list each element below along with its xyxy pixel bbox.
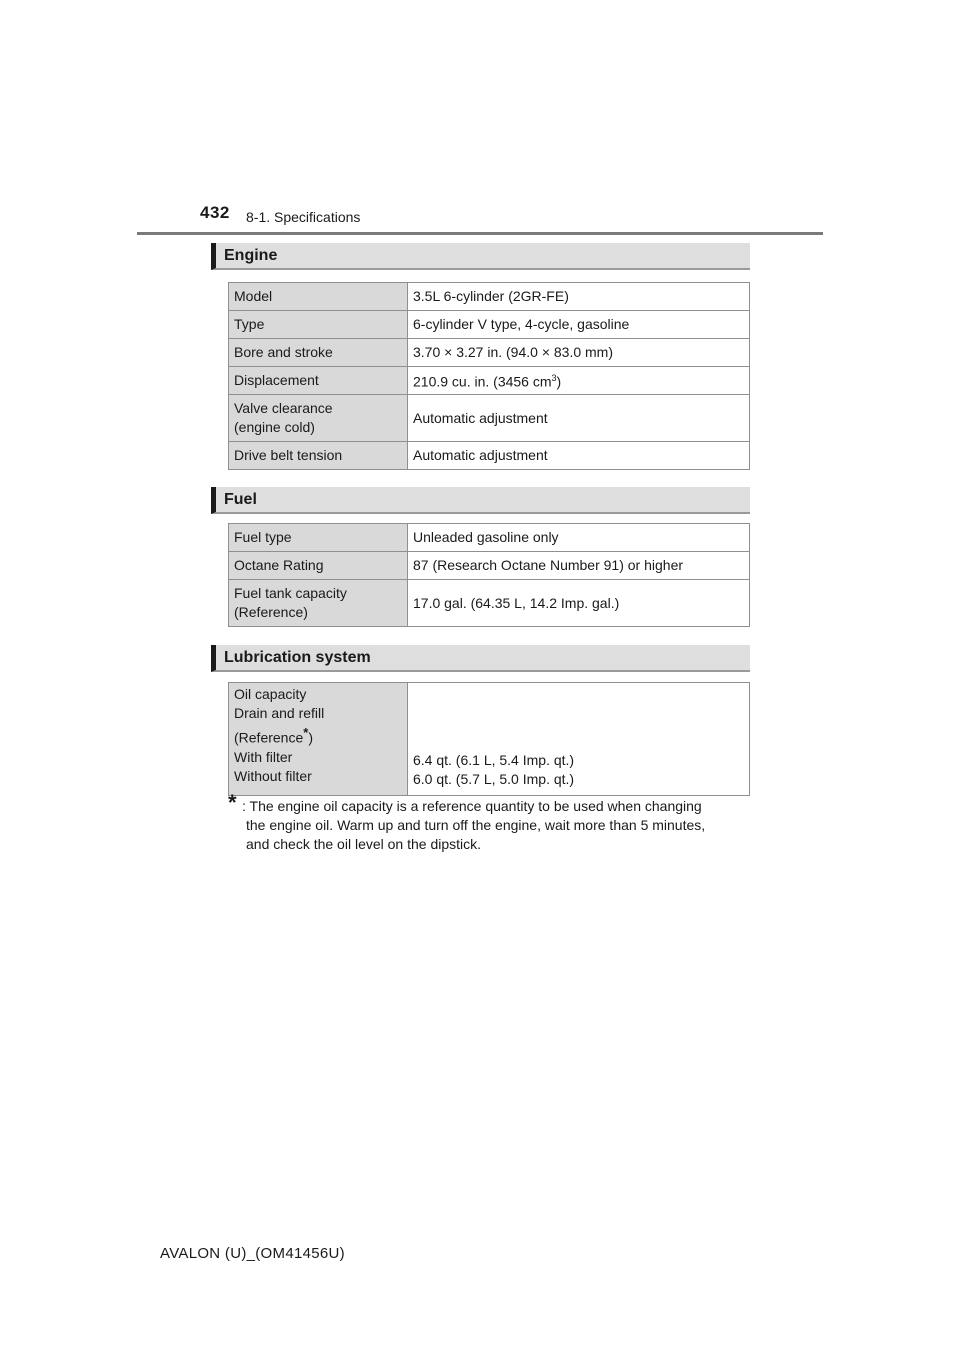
label-line: Oil capacity bbox=[234, 686, 307, 702]
cubic-superscript: 3 bbox=[551, 373, 557, 384]
spec-label: Octane Rating bbox=[229, 552, 408, 580]
spec-label: Type bbox=[229, 311, 408, 339]
footnote-asterisk: * bbox=[228, 790, 237, 815]
table-row bbox=[229, 442, 750, 470]
table-row bbox=[229, 283, 750, 311]
footnote-line: : The engine oil capacity is a reference quantity to be used when changing bbox=[242, 798, 702, 814]
footnote-line: and check the oil level on the dipstick. bbox=[246, 836, 482, 852]
lubrication-heading: Lubrication system bbox=[211, 645, 750, 672]
label-line: Valve clearance bbox=[234, 400, 333, 416]
value-line: 6.0 qt. (5.7 L, 5.0 Imp. qt.) bbox=[413, 771, 575, 787]
spec-value bbox=[408, 683, 750, 796]
spec-label bbox=[229, 683, 408, 796]
spec-value: Unleaded gasoline only bbox=[408, 524, 750, 552]
displacement-close: ) bbox=[556, 373, 562, 390]
engine-heading: Engine bbox=[211, 243, 750, 270]
engine-spec-table bbox=[228, 282, 750, 470]
label-line: With filter bbox=[234, 748, 293, 765]
label-line: Fuel tank capacity bbox=[234, 585, 347, 601]
table-row bbox=[229, 683, 750, 796]
footnote-line: the engine oil. Warm up and turn off the engine, wait more than 5 minutes, bbox=[246, 817, 706, 833]
reference-asterisk: * bbox=[303, 725, 309, 740]
spec-label bbox=[229, 580, 408, 627]
spec-value bbox=[408, 367, 750, 395]
page-number: 432 bbox=[200, 203, 230, 222]
spec-value: 6-cylinder V type, 4-cycle, gasoline bbox=[408, 311, 750, 339]
table-row bbox=[229, 580, 750, 627]
table-row bbox=[229, 552, 750, 580]
table-row bbox=[229, 395, 750, 442]
section-breadcrumb: 8-1. Specifications bbox=[246, 209, 361, 225]
spec-label: Drive belt tension bbox=[229, 442, 408, 470]
table-row bbox=[229, 311, 750, 339]
label-line: (engine cold) bbox=[234, 419, 315, 435]
label-line: Drain and refill bbox=[234, 705, 325, 721]
reference-text: (Reference bbox=[234, 729, 304, 746]
footnote bbox=[228, 790, 745, 854]
fuel-heading: Fuel bbox=[211, 487, 750, 514]
spec-value: 17.0 gal. (64.35 L, 14.2 Imp. gal.) bbox=[408, 580, 750, 627]
spec-label: Fuel type bbox=[229, 524, 408, 552]
lubrication-spec-table bbox=[228, 682, 750, 796]
spec-value: 3.70 × 3.27 in. (94.0 × 83.0 mm) bbox=[408, 339, 750, 367]
spec-label: Bore and stroke bbox=[229, 339, 408, 367]
spec-label bbox=[229, 395, 408, 442]
spec-value: 87 (Research Octane Number 91) or higher bbox=[408, 552, 750, 580]
spec-value: Automatic adjustment bbox=[408, 442, 750, 470]
fuel-spec-table bbox=[228, 523, 750, 627]
footnote-text bbox=[228, 797, 745, 854]
reference-close: ) bbox=[308, 729, 313, 746]
header-divider bbox=[137, 232, 823, 235]
table-row bbox=[229, 339, 750, 367]
displacement-value: 210.9 cu. in. (3456 cm bbox=[413, 373, 552, 390]
spec-label: Displacement bbox=[229, 367, 408, 395]
label-line: Without filter bbox=[234, 767, 312, 784]
table-row bbox=[229, 524, 750, 552]
label-line: (Reference) bbox=[234, 604, 308, 620]
spec-label: Model bbox=[229, 283, 408, 311]
value-line: 6.4 qt. (6.1 L, 5.4 Imp. qt.) bbox=[413, 752, 575, 768]
label-line bbox=[234, 723, 402, 748]
spec-value: Automatic adjustment bbox=[408, 395, 750, 442]
table-row bbox=[229, 367, 750, 395]
footer-model-code: AVALON (U)_(OM41456U) bbox=[160, 1245, 345, 1262]
spec-value: 3.5L 6-cylinder (2GR-FE) bbox=[408, 283, 750, 311]
